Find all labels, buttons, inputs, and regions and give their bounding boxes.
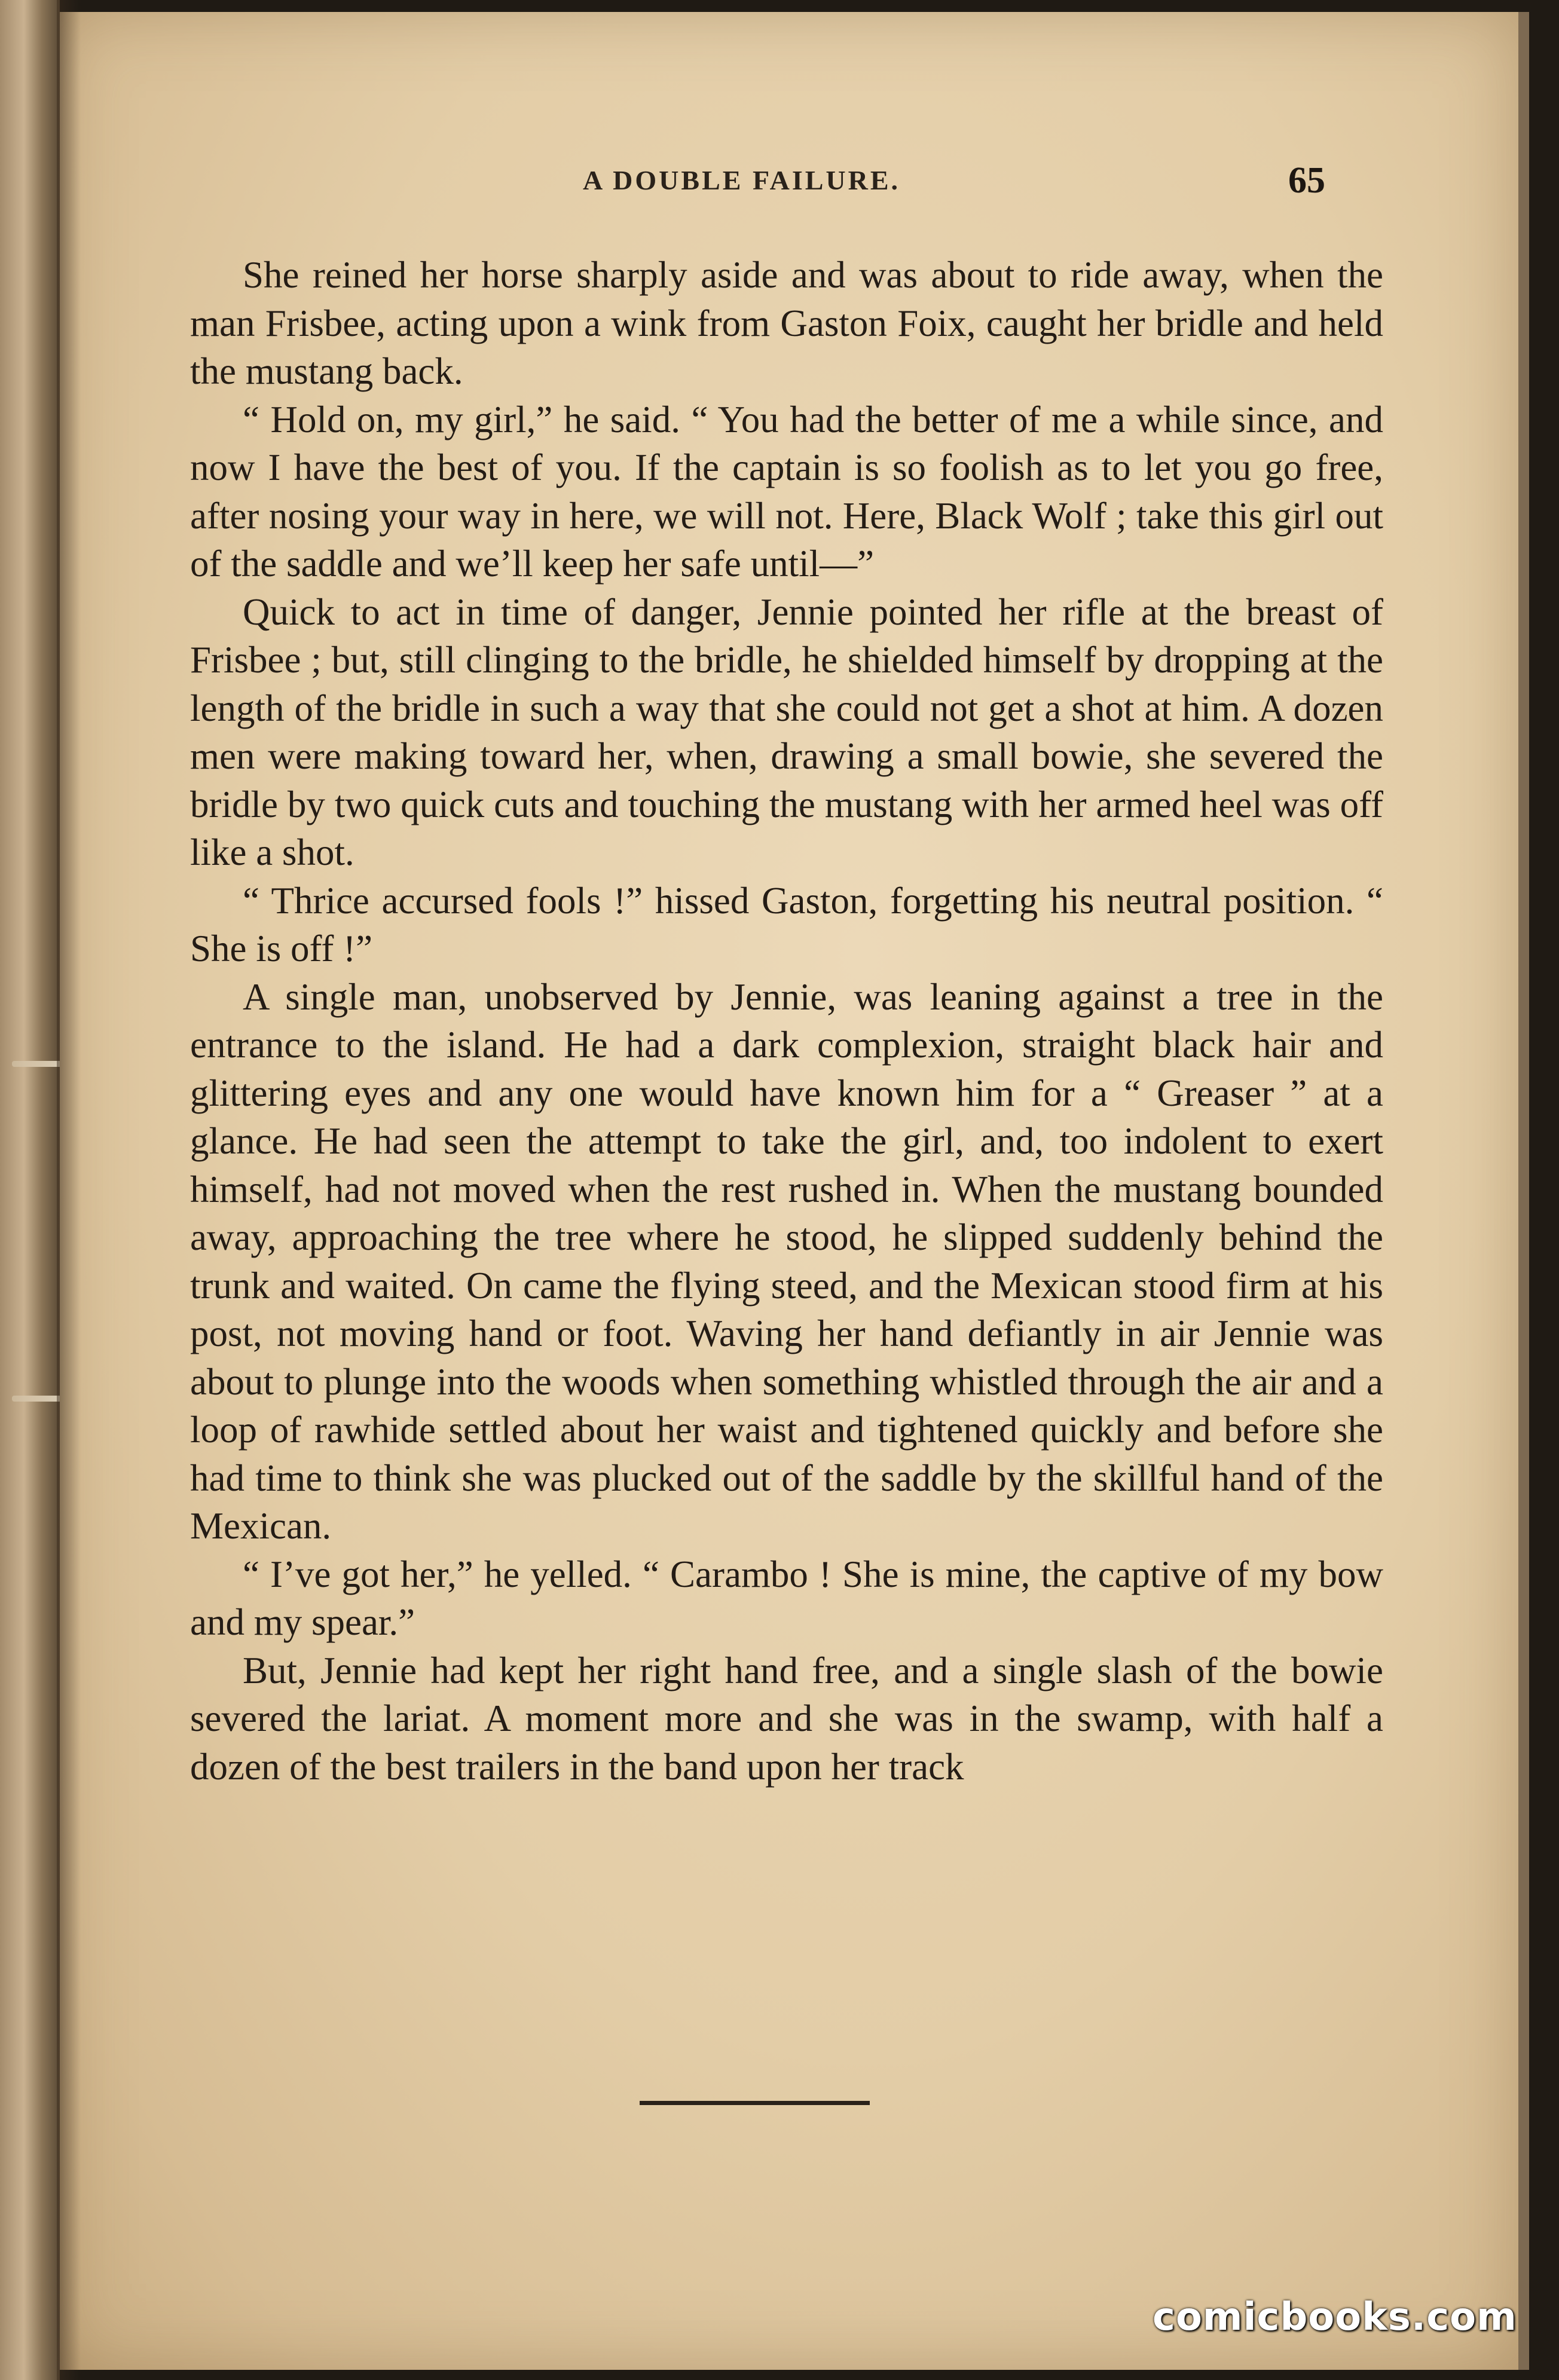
book-page — [60, 12, 1529, 2370]
page-number: 65 — [1288, 160, 1325, 201]
facing-page-edge — [0, 0, 60, 2380]
body-text — [190, 251, 1383, 1791]
watermark: comicbooks.com — [1153, 2295, 1517, 2339]
gutter-shadow — [57, 0, 81, 2380]
paragraph: “ I’ve got her,” he yelled. “ Carambo ! She is mine, the captive of my bow and my spear.” — [190, 1553, 1383, 1643]
running-head — [60, 160, 1518, 212]
paragraph: But, Jennie had kept her right hand free, and a single slash of the bowie severed the lariat. A moment more and she was in the swamp, with half a dozen of the best trailers in the band upon her track — [190, 1649, 1383, 1788]
paragraph: She reined her horse sharply aside and was about to ride away, when the man Frisbee, acting upon a wink from Gaston Foix, caught her bridle and held the mustang back. — [190, 254, 1383, 392]
paragraph: Quick to act in time of danger, Jennie pointed her rifle at the breast of Frisbee ; but, still clinging to the bridle, he shielded himself by dropping at the length of the bridle in such a way that she could not get a shot at him. A dozen men were making toward her, when, drawing a small bowie, she severed the bridle by two quick cuts and touching the mustang with her armed heel was off like a shot. — [190, 591, 1383, 873]
running-title: A DOUBLE FAILURE. — [583, 165, 901, 195]
paragraph: “ Thrice accursed fools !” hissed Gaston, forgetting his neutral position. “ She is off !” — [190, 879, 1383, 969]
section-end-rule — [640, 2101, 870, 2105]
paragraph: “ Hold on, my girl,” he said. “ You had the better of me a while since, and now I have the best of you. If the captain is so foolish as to let you go free, after nosing your way in here, we will not. Here, Black Wolf ; take this girl out of the saddle and we’ll keep her safe until—” — [190, 398, 1383, 585]
paragraph: A single man, unobserved by Jennie, was leaning against a tree in the entrance to the island. He had a dark complexion, straight black hair and glittering eyes and any one would have known him for a “ Greaser ” at a glance. He had seen the attempt to take the girl, and, too indolent to exert himself, had not moved when the rest rushed in. When the mustang bounded away, approaching the tree where he stood, he slipped suddenly behind the trunk and waited. On came the flying steed, and the Mexican stood firm at his post, not moving hand or foot. Waving her hand defiantly in air Jennie was about to plunge into the woods when something whistled through the air and a loop of rawhide settled about her waist and tightened quickly and before she had time to think she was plucked out of the saddle by the skillful hand of the Mexican. — [190, 975, 1383, 1547]
